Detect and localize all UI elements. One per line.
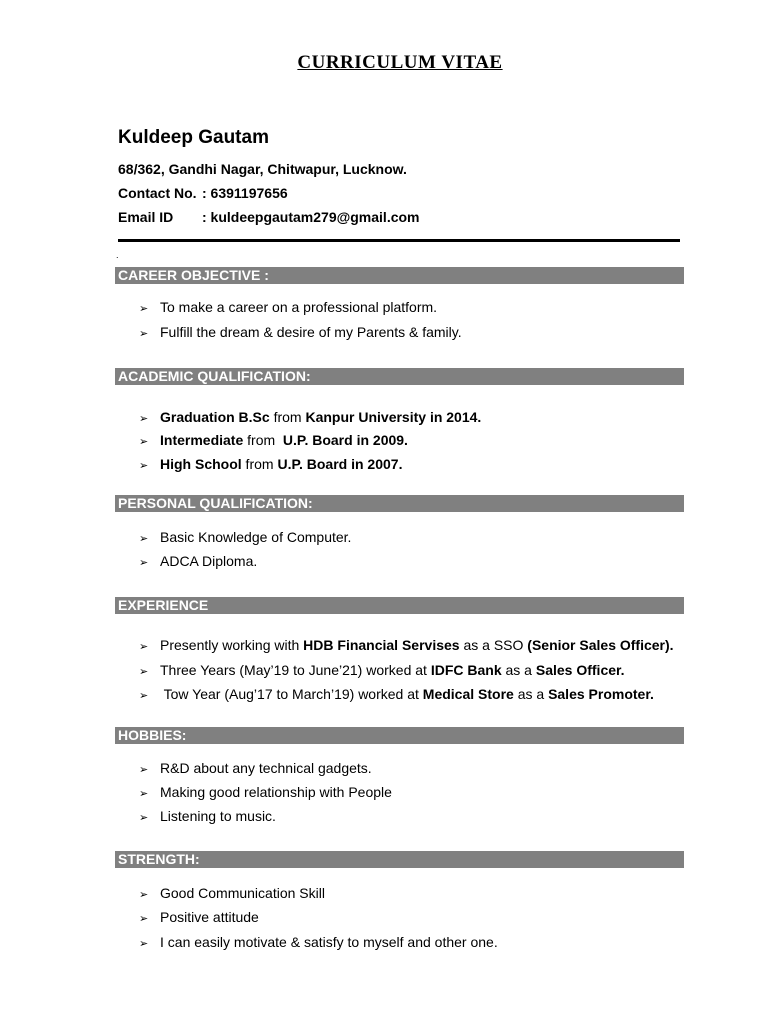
- arrow-bullet-icon: ➢: [139, 913, 149, 925]
- list-item: ➢ Graduation B.Sc from Kanpur University in 2014.: [139, 409, 482, 425]
- list-item: ➢ Fulfill the dream & desire of my Parents & family.: [139, 324, 462, 340]
- section-heading-strength: STRENGTH:: [115, 851, 684, 868]
- email-value: : kuldeepgautam279@gmail.com: [202, 209, 420, 225]
- arrow-bullet-icon: ➢: [139, 666, 149, 678]
- section-heading-hobbies: HOBBIES:: [115, 727, 684, 744]
- contact-label: Contact No.: [118, 185, 197, 201]
- arrow-bullet-icon: ➢: [139, 413, 149, 425]
- list-item: ➢ High School from U.P. Board in 2007.: [139, 456, 403, 472]
- section-heading-personal: PERSONAL QUALIFICATION:: [115, 495, 684, 512]
- list-item: ➢ Basic Knowledge of Computer.: [139, 529, 352, 545]
- section-heading-career: CAREER OBJECTIVE :: [115, 267, 684, 284]
- arrow-bullet-icon: ➢: [139, 460, 149, 472]
- contact-line: [118, 185, 288, 201]
- list-item: ➢ Intermediate from U.P. Board in 2009.: [139, 432, 408, 448]
- list-item: ➢ Listening to music.: [139, 808, 276, 824]
- arrow-bullet-icon: ➢: [139, 533, 149, 545]
- email-line: [118, 209, 420, 225]
- email-label: Email ID: [118, 209, 174, 225]
- arrow-bullet-icon: ➢: [139, 764, 149, 776]
- header-divider: [118, 239, 680, 242]
- contact-value: : 6391197656: [202, 185, 288, 201]
- list-item: ➢ ADCA Diploma.: [139, 553, 258, 569]
- list-item: ➢ Presently working with HDB Financial Servises as a SSO (Senior Sales Officer).: [139, 637, 674, 653]
- list-item: ➢ Making good relationship with People: [139, 784, 392, 800]
- section-heading-academic: ACADEMIC QUALIFICATION:: [115, 368, 684, 385]
- arrow-bullet-icon: ➢: [139, 641, 149, 653]
- list-item: ➢ Tow Year (Aug’17 to March’19) worked at Medical Store as a Sales Promoter.: [139, 686, 654, 702]
- candidate-name: Kuldeep Gautam: [118, 127, 269, 148]
- list-item: ➢ Good Communication Skill: [139, 885, 325, 901]
- list-item: ➢ Positive attitude: [139, 909, 259, 925]
- arrow-bullet-icon: ➢: [139, 557, 149, 569]
- arrow-bullet-icon: ➢: [139, 690, 149, 702]
- list-item: ➢ Three Years (May’19 to June’21) worked at IDFC Bank as a Sales Officer.: [139, 662, 625, 678]
- arrow-bullet-icon: ➢: [139, 938, 149, 950]
- stray-dot: .: [116, 250, 119, 260]
- list-item: ➢ To make a career on a professional platform.: [139, 299, 438, 315]
- arrow-bullet-icon: ➢: [139, 328, 149, 340]
- list-item: ➢ R&D about any technical gadgets.: [139, 760, 372, 776]
- list-item: ➢ I can easily motivate & satisfy to myself and other one.: [139, 934, 498, 950]
- address: 68/362, Gandhi Nagar, Chitwapur, Lucknow.: [118, 161, 407, 177]
- arrow-bullet-icon: ➢: [139, 303, 149, 315]
- section-heading-experience: EXPERIENCE: [115, 597, 684, 614]
- arrow-bullet-icon: ➢: [139, 889, 149, 901]
- arrow-bullet-icon: ➢: [139, 812, 149, 824]
- arrow-bullet-icon: ➢: [139, 788, 149, 800]
- document-title: CURRICULUM VITAE: [297, 52, 503, 73]
- arrow-bullet-icon: ➢: [139, 436, 149, 448]
